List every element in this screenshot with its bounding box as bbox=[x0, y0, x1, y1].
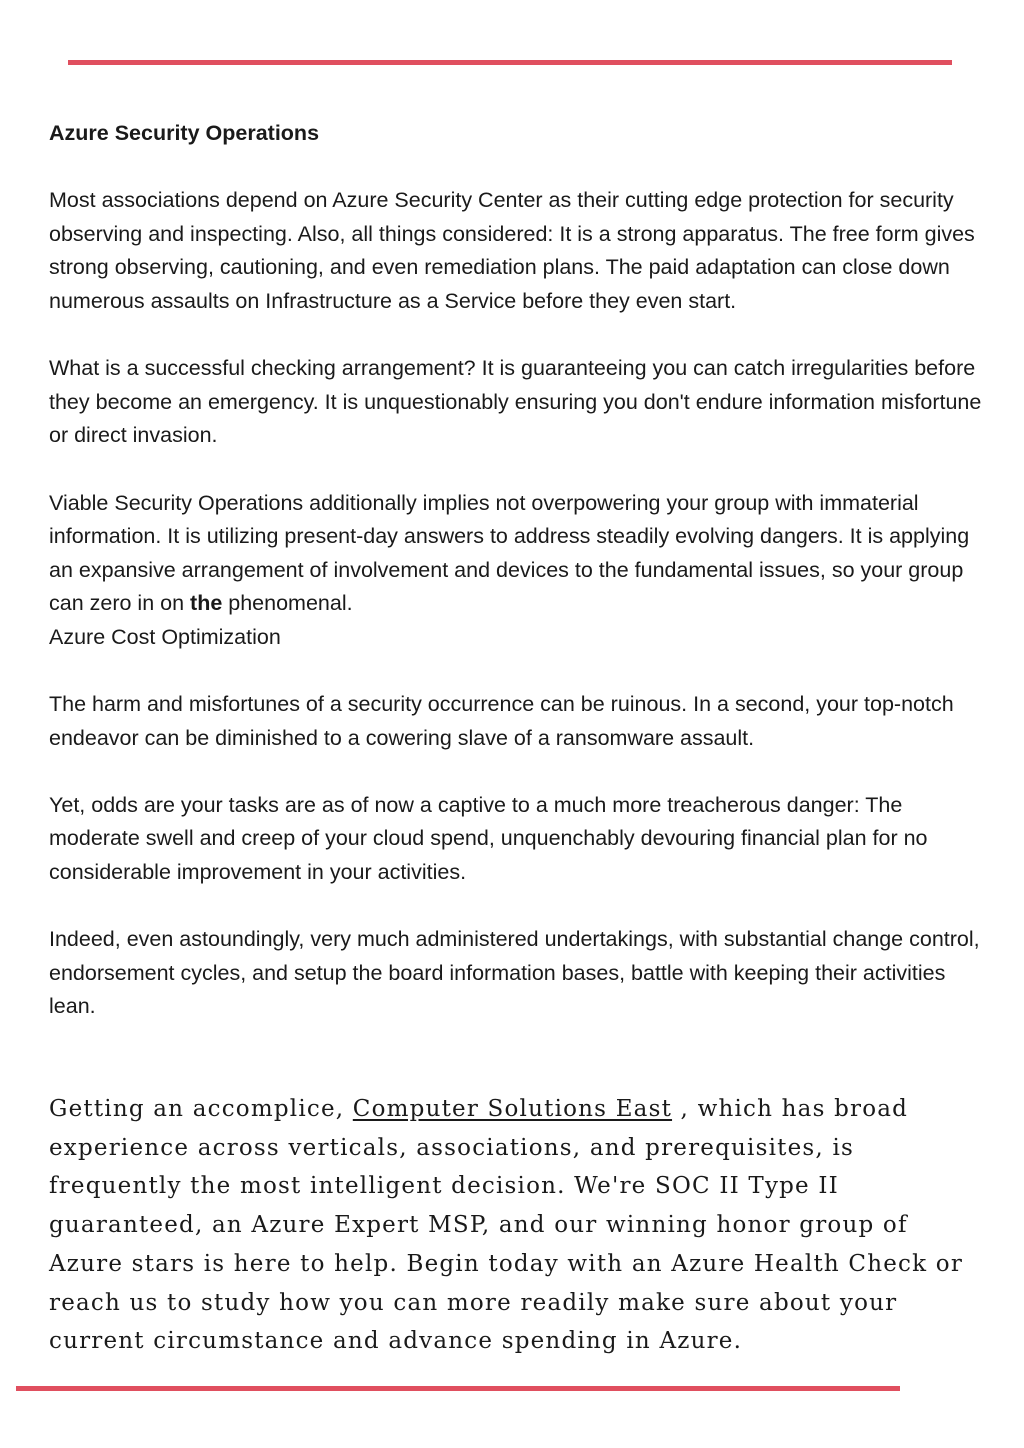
paragraph-3-bold: the bbox=[190, 591, 223, 616]
paragraph-4: The harm and misfortunes of a security occurrence can be ruinous. In a second, your top-notch endeavor can be diminished to a cowering slave of a ransomware assault. bbox=[49, 692, 954, 750]
bottom-divider bbox=[16, 1386, 900, 1391]
paragraph-1: Most associations depend on Azure Security Center as their cutting edge protection for security observing and inspecting. Also, all things considered: It is a strong apparatus. The free form gives strong observing, cautioning, and even remediation plans. The paid adaptation can close down numerous assaults on Infrastructure as a Service before they even start. bbox=[49, 188, 975, 313]
company-link[interactable]: Computer Solutions East bbox=[352, 1096, 673, 1122]
top-divider bbox=[68, 60, 952, 65]
closing-paragraph bbox=[49, 1090, 989, 1361]
paragraph-3-text: Viable Security Operations additionally implies not overpowering your group with immaterial information. It is utilizing present-day answers to address steadily evolving dangers. It is applying an expansive arrangement of involvement and devices to the fundamental issues, so your group can zero in on bbox=[49, 490, 970, 616]
closing-text: Getting an accomplice, bbox=[49, 1096, 353, 1122]
paragraph-6: Indeed, even astoundingly, very much administered undertakings, with substantial change control, endorsement cycles, and setup the board information bases, battle with keeping their activities lean. bbox=[49, 927, 980, 1019]
paragraph-5: Yet, odds are your tasks are as of now a captive to a much more treacherous danger: The moderate swell and creep of your cloud spend, unquenchably devouring financial plan for no considerable improvement in your activities. bbox=[49, 792, 928, 885]
paragraph-2: What is a successful checking arrangement? It is guaranteeing you can catch irregularities before they become an emergency. It is unquestionably ensuring you don't endure information misfortune or direct invasion. bbox=[49, 356, 982, 448]
section-subheading: Azure Cost Optimization bbox=[49, 624, 281, 649]
section-heading: Azure Security Operations bbox=[49, 121, 320, 145]
paragraph-3-end: phenomenal. bbox=[222, 591, 353, 616]
closing-text-rest: , which has broad experience across verticals, associations, and prerequisites, is frequently the most intelligent decision. We're SOC II Type II guaranteed, an Azure Expert MSP, and our winning honor group of Azure stars is here to help. Begin today with an Azure Health Check or reach us to study how you can more readily make sure about your current circumstance and advance spending in Azure. bbox=[49, 1096, 964, 1355]
document-body bbox=[49, 117, 989, 1024]
paragraph-3 bbox=[49, 487, 989, 621]
